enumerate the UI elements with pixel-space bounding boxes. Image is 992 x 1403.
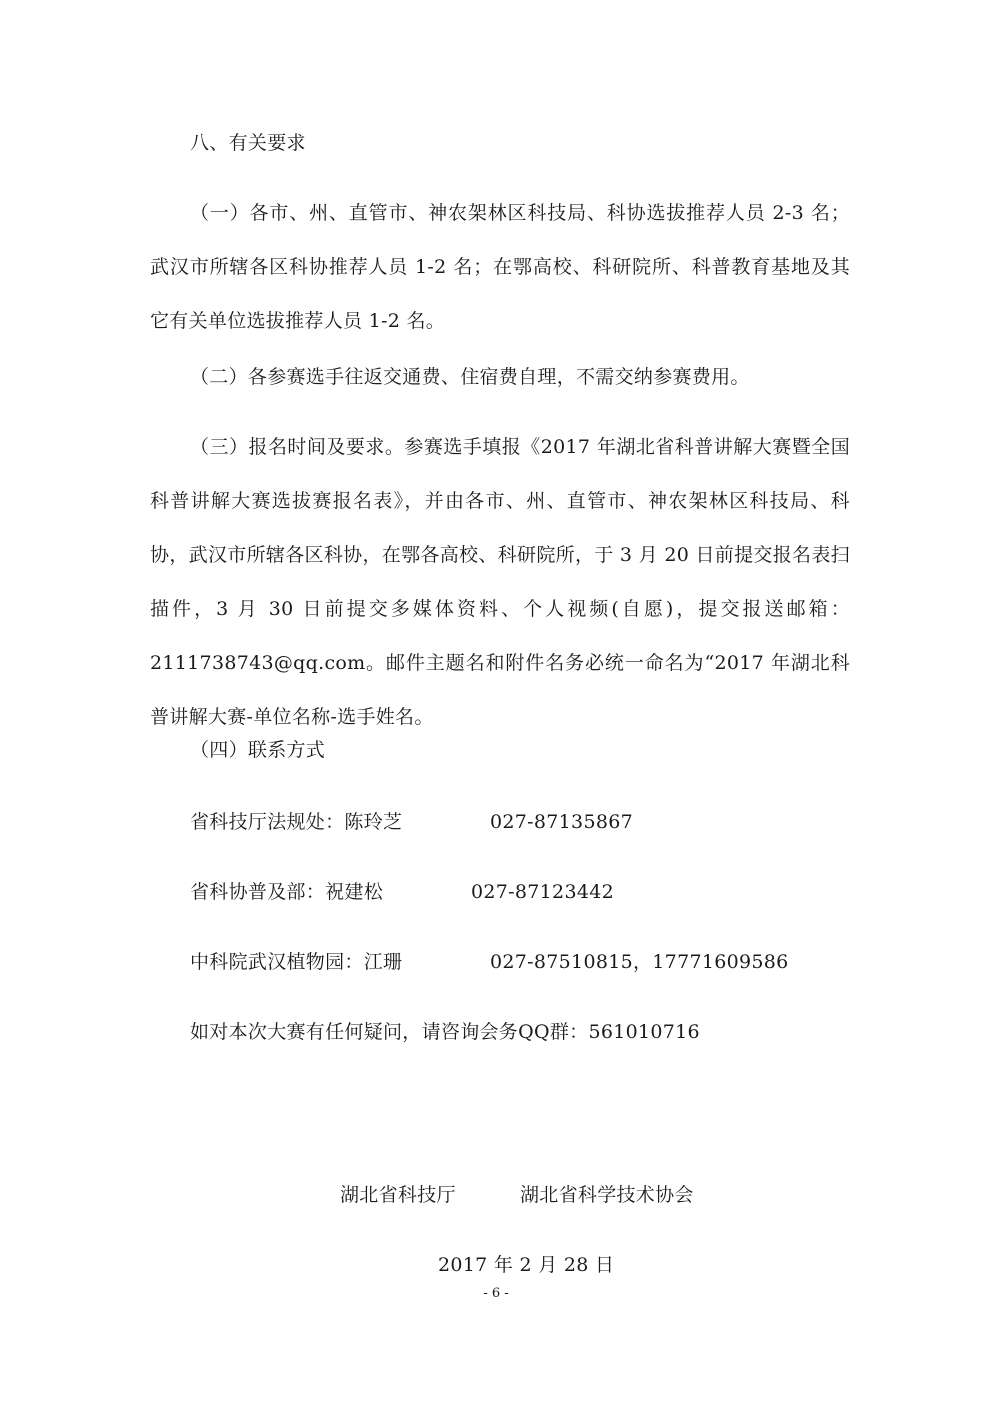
issue-date: 2017 年 2 月 28 日: [438, 1254, 615, 1276]
page-number: - 6 -: [483, 1286, 509, 1301]
requirement-item-4: （四）联系方式: [190, 739, 326, 761]
contact-name: 省科技厅法规处：陈玲芝: [190, 811, 403, 833]
contact-phone: 027-87510815，17771609586: [490, 951, 789, 973]
issuer-org-1: 湖北省科技厅: [340, 1184, 456, 1206]
contact-phone: 027-87135867: [490, 811, 633, 833]
contact-name: 中科院武汉植物园：江珊: [190, 951, 403, 973]
contact-phone: 027-87123442: [471, 881, 614, 903]
section-heading: 八、有关要求: [190, 132, 306, 154]
inquiry-note: 如对本次大赛有任何疑问，请咨询会务QQ群：561010716: [190, 1021, 700, 1043]
contact-row: [190, 812, 810, 834]
contact-name: 省科协普及部：祝建松: [190, 881, 384, 903]
requirement-item-3: （三）报名时间及要求。参赛选手填报《2017 年湖北省科普讲解大赛暨全国科普讲解大赛选拔赛报名表》，并由各市、州、直管市、神农架林区科技局、科协，武汉市所辖各区科协，在鄂各高校、科研院所，于 3 月 20 日前提交报名表扫描件，3 月 30 日前提交多媒体资料、个人视频(自愿)，提交报送邮箱：2111738743@qq.com。邮件主题名和附件名务必统一命名为“2017 年湖北科普讲解大赛-单位名称-选手姓名。: [150, 436, 850, 728]
contact-row: [190, 882, 810, 904]
issuer-org-2: 湖北省科学技术协会: [520, 1184, 694, 1206]
requirement-item-1: （一）各市、州、直管市、神农架林区科技局、科协选拔推荐人员 2-3 名；武汉市所辖各区科协推荐人员 1-2 名；在鄂高校、科研院所、科普教育基地及其它有关单位选拔推荐人员 1-2 名。: [150, 202, 850, 332]
requirement-item-2: （二）各参赛选手往返交通费、住宿费自理，不需交纳参赛费用。: [190, 366, 750, 388]
contact-row: [190, 952, 810, 974]
